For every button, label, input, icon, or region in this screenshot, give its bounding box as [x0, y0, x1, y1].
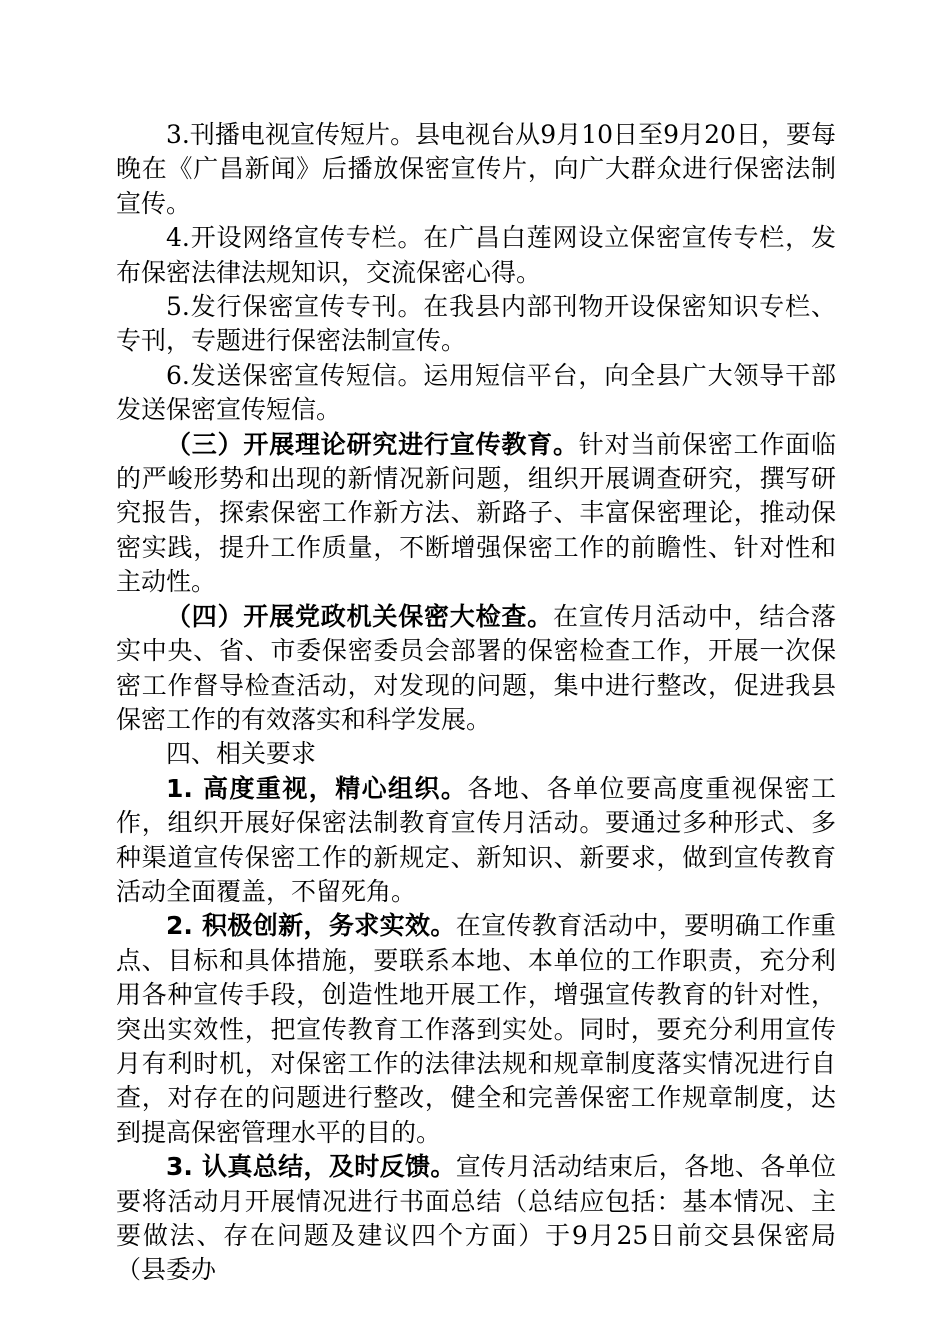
paragraph-lead: 3. 认真总结，及时反馈。 [166, 1152, 456, 1182]
section-heading-text: 四、相关要求 [166, 739, 317, 769]
paragraph-special-issue [116, 290, 836, 359]
paragraph-sms [116, 359, 836, 428]
paragraph-requirement-2 [116, 909, 836, 1150]
paragraph-lead: 2. 积极创新，务求实效。 [166, 911, 456, 941]
paragraph-text: 4.开设网络宣传专栏。在广昌白莲网设立保密宣传专栏，发布保密法律法规知识，交流保密心得。 [116, 223, 836, 287]
paragraph-text: 6.发送保密宣传短信。运用短信平台，向全县广大领导干部发送保密宣传短信。 [116, 360, 836, 425]
paragraph-inspection [116, 600, 836, 738]
paragraph-requirement-3 [116, 1150, 836, 1288]
paragraph-text: 在宣传教育活动中，要明确工作重点、目标和具体措施，要联系本地、本单位的工作职责，充分利用各种宣传手段，创造性地开展工作，增强宣传教育的针对性，突出实效性，把宣传教育工作落到实处。同时，要充分利用宣传月有利时机，对保密工作的法律法规和规章制度落实情况进行自查，对存在的问题进行整改，健全和完善保密工作规章制度，达到提高保密管理水平的目的。 [116, 911, 836, 1147]
paragraph-lead: （三）开展理论研究进行宣传教育。 [166, 429, 579, 459]
paragraph-lead: 1. 高度重视，精心组织。 [166, 773, 468, 803]
paragraph-requirement-1 [116, 772, 836, 910]
paragraph-theory-research [116, 428, 836, 600]
paragraph-web-column [116, 221, 836, 290]
paragraph-lead: （四）开展党政机关保密大检查。 [166, 601, 553, 631]
document-body [116, 118, 836, 1288]
paragraph-tv-promo [116, 118, 836, 221]
paragraph-text: 宣传月活动结束后，各地、各单位要将活动月开展情况进行书面总结（总结应包括：基本情况、主要做法、存在问题及建议四个方面）于9月25日前交县保密局（县委办 [116, 1152, 836, 1285]
paragraph-text: 在宣传月活动中，结合落实中央、省、市委保密委员会部署的保密检查工作，开展一次保密工作督导检查活动，对发现的问题，集中进行整改，促进我县保密工作的有效落实和科学发展。 [116, 601, 836, 734]
paragraph-text: 各地、各单位要高度重视保密工作，组织开展好保密法制教育宣传月活动。要通过多种形式、多种渠道宣传保密工作的新规定、新知识、新要求，做到宣传教育活动全面覆盖，不留死角。 [116, 773, 836, 906]
paragraph-text: 5.发行保密宣传专刊。在我县内部刊物开设保密知识专栏、专刊，专题进行保密法制宣传。 [116, 292, 836, 356]
section-heading-requirements [116, 737, 836, 771]
paragraph-text: 针对当前保密工作面临的严峻形势和出现的新情况新问题，组织开展调查研究，撰写研究报告，探索保密工作新方法、新路子、丰富保密理论，推动保密实践，提升工作质量，不断增强保密工作的前瞻性、针对性和主动性。 [116, 429, 836, 597]
paragraph-text: 3.刊播电视宣传短片。县电视台从9月10日至9月20日，要每晚在《广昌新闻》后播放保密宣传片，向广大群众进行保密法制宣传。 [116, 120, 836, 218]
